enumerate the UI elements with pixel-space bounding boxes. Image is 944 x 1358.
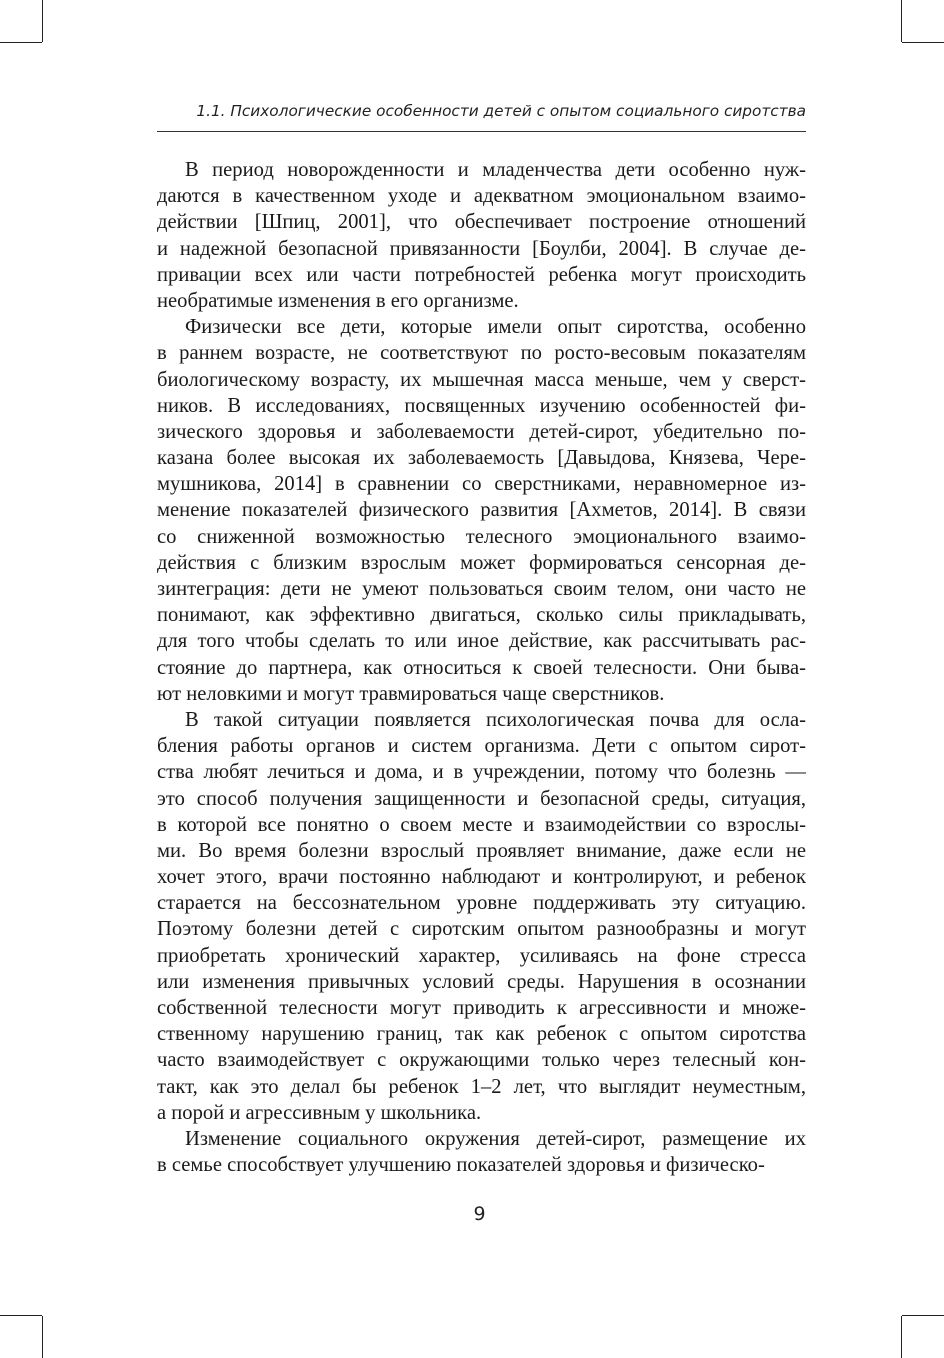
text-line: в которой все понятно о своем месте и взаимодействии со взрослы- — [157, 813, 806, 836]
text-line: зинтеграция: дети не умеют пользоваться своим телом, они часто не — [157, 578, 806, 600]
crop-mark-top-right-horizontal — [902, 42, 944, 43]
running-head: 1.1. Психологические особенности детей с опытом социального сиротства — [196, 102, 806, 120]
text-line: такт, как это делал бы ребенок 1–2 лет, что выглядит неуместным, — [157, 1075, 806, 1098]
text-line: хочет этого, врачи постоянно наблюдают и контролируют, и ребенок — [157, 866, 806, 889]
text-line: биологическому возрасту, их мышечная масса меньше, чем у сверст- — [157, 368, 806, 391]
text-line: ми. Во время болезни взрослый проявляет внимание, даже если не — [157, 839, 806, 862]
text-line: понимают, как эффективно двигаться, сколько силы прикладывать, — [157, 604, 806, 627]
crop-mark-bottom-right-vertical — [901, 1316, 902, 1358]
paragraph — [157, 707, 806, 1126]
text-line: Изменение социального окружения детей-сирот, размещение их — [185, 1127, 806, 1150]
text-line: или изменения привычных условий среды. Нарушения в осознании — [157, 970, 806, 993]
text-line: даются в качественном уходе и адекватном эмоциональном взаимо- — [157, 185, 806, 208]
crop-mark-top-right-vertical — [901, 0, 902, 42]
text-line: Поэтому болезни детей с сиротским опытом разнообразны и могут — [157, 918, 806, 941]
text-line: привации всех или части потребностей ребенка могут происходить — [157, 263, 806, 286]
crop-mark-bottom-right-horizontal — [902, 1315, 944, 1316]
text-line: часто взаимодействует с окружающими только через телесный кон- — [157, 1049, 806, 1072]
header-rule — [157, 131, 806, 132]
crop-mark-bottom-left-horizontal — [0, 1315, 42, 1316]
text-line: действии [Шпиц, 2001], что обеспечивает построение отношений — [157, 211, 806, 234]
text-line: стояние до партнера, как относиться к своей телесности. Они быва- — [157, 656, 806, 679]
text-line: действия с близким взрослым может формироваться сенсорная де- — [157, 551, 806, 574]
body-text — [157, 157, 806, 1178]
text-line: старается на бессознательном уровне поддерживать эту ситуацию. — [157, 892, 806, 915]
text-line: в раннем возрасте, не соответствуют по росто-весовым показателям — [157, 342, 806, 365]
text-line: В такой ситуации появляется психологическая почва для осла- — [185, 708, 806, 731]
paragraph — [157, 314, 806, 707]
text-line: мушникова, 2014] в сравнении со сверстниками, неравномерное из- — [157, 473, 806, 496]
text-line: в семье способствует улучшению показателей здоровья и физическо- — [157, 1154, 765, 1177]
text-line: ников. В исследованиях, посвященных изучению особенностей фи- — [157, 394, 806, 417]
crop-mark-top-left-vertical — [42, 0, 43, 42]
crop-mark-top-left-horizontal — [0, 42, 42, 43]
text-line: для того чтобы сделать то или иное действие, как рассчитывать рас- — [157, 630, 806, 653]
text-line: это способ получения защищенности и безопасной среды, ситуация, — [157, 787, 806, 810]
page-number: 9 — [473, 1203, 486, 1225]
text-line: ственному нарушению границ, так как ребенок с опытом сиротства — [157, 1023, 806, 1046]
text-line: зического здоровья и заболеваемости детей-сирот, убедительно по- — [157, 420, 806, 443]
text-line: казана более высокая их заболеваемость [Давыдова, Князева, Чере- — [157, 447, 806, 470]
paragraph — [157, 1126, 806, 1178]
text-line: ства любят лечиться и дома, и в учреждении, потому что болезнь — — [157, 761, 806, 784]
text-line: и надежной безопасной привязанности [Боулби, 2004]. В случае де- — [157, 237, 806, 260]
text-line: менение показателей физического развития [Ахметов, 2014]. В связи — [157, 499, 806, 522]
text-line: Физически все дети, которые имели опыт сиротства, особенно — [185, 316, 806, 339]
text-line: ют неловкими и могут травмироваться чаще сверстников. — [157, 682, 665, 705]
text-line: а порой и агрессивным у школьника. — [157, 1101, 482, 1124]
text-line: бления работы органов и систем организма. Дети с опытом сирот- — [157, 735, 806, 758]
text-line: приобретать хронический характер, усиливаясь на фоне стресса — [157, 944, 806, 967]
text-line: необратимые изменения в его организме. — [157, 289, 519, 312]
crop-mark-bottom-left-vertical — [42, 1316, 43, 1358]
paragraph — [157, 157, 806, 314]
text-line: со сниженной возможностью телесного эмоционального взаимо- — [157, 525, 806, 548]
text-line: В период новорожденности и младенчества дети особенно нуж- — [185, 159, 806, 181]
text-line: собственной телесности могут приводить к агрессивности и множе- — [157, 997, 806, 1019]
